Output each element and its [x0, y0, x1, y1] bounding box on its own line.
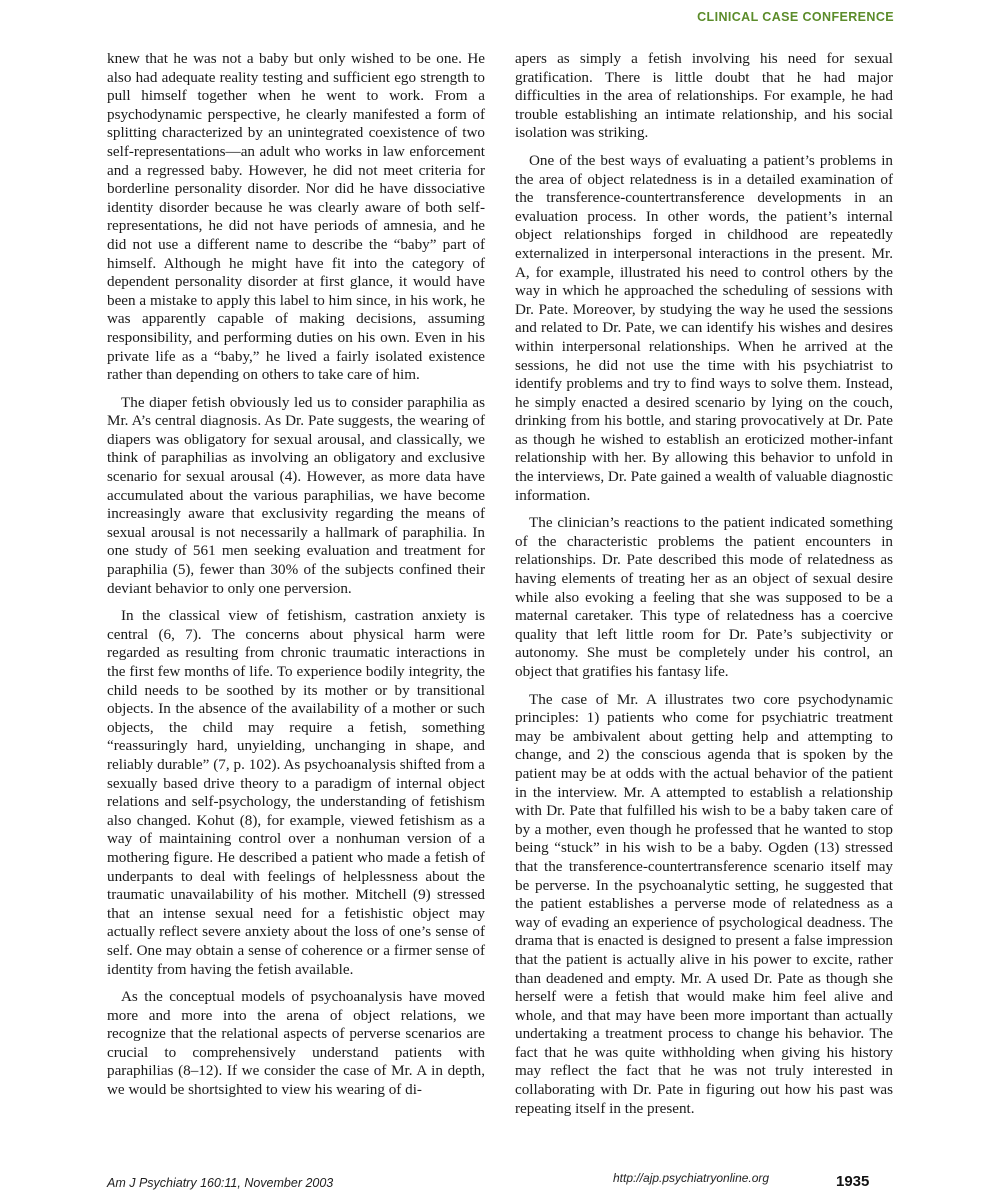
- journal-url[interactable]: http://ajp.psychiatryonline.org: [613, 1171, 770, 1185]
- section-header: CLINICAL CASE CONFERENCE: [697, 10, 894, 24]
- right-column: [515, 50, 893, 1127]
- journal-citation: Am J Psychiatry 160:11, November 2003: [107, 1176, 334, 1190]
- paragraph: The case of Mr. A illustrates two core psychodynamic principles: 1) patients who come for psychiatric treatment may be ambivalent about getting help and attempting to change, and 2) the conscious agenda that is spoken by the patient may be at odds with the actual behavior of the patient in the interview. Mr. A attempted to establish a relationship with Dr. Pate that fulfilled his wish to be a baby taken care of by a mother, even though he professed that he wanted to stop being “stuck” in his wish to be a baby. Ogden (13) stressed that the transference-countertransference scenario itself may be perverse. In the psychoanalytic setting, he suggested that the patient establishes a perverse mode of relatedness as a way of evading an experience of psychological deadness. The drama that is enacted is designed to present a false impression that the patient is actually alive in his power to excite, rather than deadened and empty. Mr. A used Dr. Pate as though she herself were a fetish that would make him feel alive and whole, and that may have been more important than actually undertaking a treatment process to change his behavior. The fact that he was quite withholding when giving his history may reflect the fact that he was not truly interested in collaborating with Dr. Pate in figuring out how his past was repeating itself in the present.: [515, 690, 893, 1117]
- page-number: 1935: [836, 1173, 870, 1190]
- left-column: [107, 50, 485, 1109]
- paragraph: As the conceptual models of psychoanalysis have moved more and more into the arena of object relations, we recognize that the relational aspects of perverse scenarios are crucial to comprehensively understand patients with paraphilias (8–12). If we consider the case of Mr. A in depth, we would be shortsighted to view his wearing of di-: [107, 988, 485, 1099]
- paragraph: The clinician’s reactions to the patient indicated something of the characteristic problems the patient encounters in relationships. Dr. Pate described this mode of relatedness as having elements of treating her as an object of sexual desire while also evoking a feeling that she was supposed to be a maternal caretaker. This type of relatedness has a coercive quality that left little room for Dr. Pate’s subjectivity or autonomy. She must be completely under his control, an object that gratifies his fantasy life.: [515, 514, 893, 680]
- paragraph: In the classical view of fetishism, castration anxiety is central (6, 7). The concerns about physical harm were regarded as resulting from chronic traumatic interactions in the first few months of life. To experience bodily integrity, the child needs to be soothed by its mother or by transitional objects. In the absence of the availability of a mother or such objects, the child may require a fetish, something “reassuringly hard, unyielding, unchanging in shape, and reliably durable” (7, p. 102). As psychoanalysis shifted from a sexually based drive theory to a paradigm of internal object relations and self-psychology, the understanding of fetishism also changed. Kohut (8), for example, viewed fetishism as a way of maintaining control over a nonhuman version of a mothering figure. He described a patient who made a fetish of underpants to deal with feelings of helplessness about the traumatic unavailability of his mother. Mitchell (9) stressed that an intense sexual need for a fetishistic object may actually reflect severe anxiety about the loss of one’s sense of self. One may obtain a sense of coherence or a firmer sense of identity from having the fetish available.: [107, 607, 485, 978]
- paragraph: The diaper fetish obviously led us to consider paraphilia as Mr. A’s central diagnosis. As Dr. Pate suggests, the wearing of diapers was obligatory for sexual arousal, and classically, we think of paraphilias as involving an obligatory and exclusive scenario for sexual arousal (4). However, as more data have accumulated about the various paraphilias, we have become increasingly aware that exclusivity regarding the means of sexual arousal is not necessarily a hallmark of paraphilia. In one study of 561 men seeking evaluation and treatment for paraphilia (5), fewer than 30% of the subjects confined their deviant behavior to only one perversion.: [107, 393, 485, 597]
- paragraph: knew that he was not a baby but only wished to be one. He also had adequate reality testing and sufficient ego strength to pull himself together when he went to work. From a psychodynamic perspective, he clearly manifested a form of splitting characterized by an unintegrated coexistence of two self-representations—an adult who works in law enforcement and a regressed baby. However, he did not meet criteria for borderline personality disorder. Nor did he have dissociative identity disorder because he was clearly aware of both self-representations, he did not have periods of amnesia, and he did not use a different name to describe the “baby” part of himself. Although he might have fit into the category of dependent personality disorder at first glance, it would have been a mistake to apply this label to him since, in his work, he was apparently capable of making decisions, assuming responsibility, and performing duties on his own. Even in his private life as a “baby,” he lived a fairly isolated existence rather than depending on others to take care of him.: [107, 50, 485, 384]
- paragraph: One of the best ways of evaluating a patient’s problems in the area of object relatedness is in a detailed examination of the transference-countertransference developments in an evaluation process. In other words, the patient’s internal object relationships forged in childhood are repeatedly externalized in interpersonal interactions in the present. Mr. A, for example, illustrated his need to control others by the way in which he approached the scheduling of sessions with Dr. Pate. Moreover, by studying the way he used the sessions and related to Dr. Pate, we can identify his wishes and desires within interpersonal relationships. When he arrived at the sessions, he did not use the time with his psychiatrist to identify problems and try to find ways to solve them. Instead, he simply enacted a desired scenario by lying on the couch, drinking from his bottle, and staring provocatively at Dr. Pate as though he wished to establish an eroticized mother-infant relationship with her. By allowing this behavior to unfold in the interviews, Dr. Pate gained a wealth of valuable diagnostic information.: [515, 151, 893, 504]
- paragraph: apers as simply a fetish involving his need for sexual gratification. There is little doubt that he had major difficulties in the area of relationships. For example, he had trouble establishing an intimate relationship, and his social isolation was striking.: [515, 50, 893, 142]
